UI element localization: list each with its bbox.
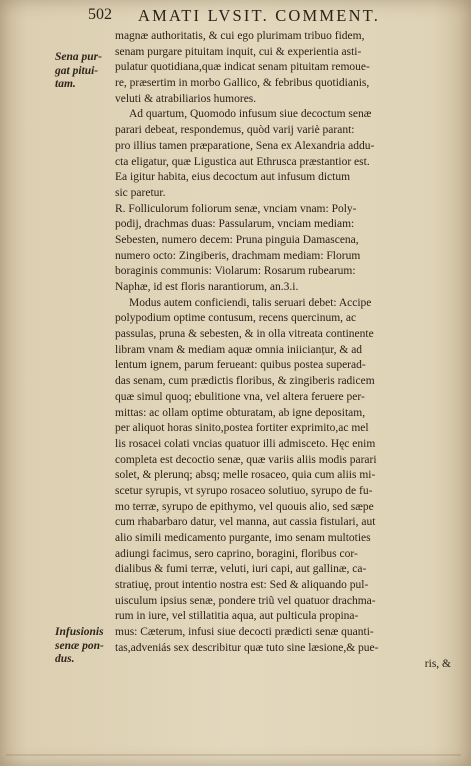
text-line: cta eligatur, quæ Ligustica aut Ethrusca præstantior est.	[115, 155, 370, 168]
margin-note-line: gat pitui-	[55, 64, 99, 77]
text-line: mus: Cæterum, infusi siue decocti prædicti senæ quanti-	[115, 626, 374, 639]
text-line: mittas: ac ollam optime obturatam, ab igne depositam,	[115, 406, 366, 419]
text-line: lentum ignem, parum ferueant: quibus postea superad-	[115, 359, 366, 372]
margin-note-line: tam.	[55, 78, 76, 90]
margin-note-line: Sena pur-	[55, 51, 102, 63]
text-line: quæ simul quoq; ebulitione vna, vel altera feruere per-	[115, 390, 365, 403]
text-line: solet, & plerunq; absq; melle rosaceo, quia cum aliis mi-	[115, 469, 376, 482]
margin-note-line: Infusionis	[55, 626, 104, 638]
text-line: tas,adveniás sex describitur quæ tuto sine læsione,& pue-	[115, 641, 379, 654]
text-line: das senam, cum prædictis floribus, & zingiberis radicem	[115, 375, 375, 388]
text-line: pulatur quotidiana,quæ indicat senam pituitam remoue-	[115, 61, 370, 74]
text-line: adiungi facimus, sero caprino, boragini, floribus cor-	[115, 547, 358, 560]
text-line: boraginis communis: Violarum: Rosarum rubearum:	[115, 265, 356, 278]
text-line: ris, &	[424, 657, 451, 670]
text-line: rum in iure, vel stillatitia aqua, aut pulticula propina-	[115, 610, 359, 623]
text-line: Naphæ, id est floris narantiorum, an.3.i.	[115, 281, 299, 293]
text-line: alio simili medicamento purgante, imo senam multoties	[115, 532, 371, 544]
text-line: Modus autem conficiendi, talis seruari debet: Accipe	[129, 296, 372, 309]
text-line: completa est decoctio senæ, quæ variis aliis modis parari	[115, 453, 377, 466]
text-line: Ea igitur habita, eius decoctum aut infusum dictum	[115, 171, 351, 184]
running-head: AMATI LVSIT. COMMENT.	[138, 6, 381, 25]
text-line: senam purgare pituitam inquit, cui & experientia asti-	[115, 45, 362, 58]
body-text	[115, 29, 451, 672]
text-line: Ad quartum, Quomodo infusum siue decoctum senæ	[129, 108, 372, 121]
margin-note-line: senæ pon-	[55, 639, 104, 652]
page-number: 502	[88, 6, 112, 23]
text-line: scetur syrupis, vt syrupo rosaceo solutiuo, syrupo de fu-	[115, 484, 373, 497]
text-line: lis rosacei colati vncias quatuor illi admisceto. Hęc enim	[115, 437, 376, 450]
text-line: Sebesten, numero decem: Pruna pinguia Damascena,	[115, 233, 359, 246]
margin-note-infusionis	[55, 626, 113, 667]
text-line: magnæ authoritatis, & cui ego plurimam tribuo fidem,	[115, 30, 365, 42]
text-line: polypodium optime contusum, recens quercinum, ac	[115, 312, 357, 325]
margin-note-sena-purgat	[55, 51, 113, 92]
margin-note-line: dus.	[55, 653, 75, 665]
text-line: re, præsertim in morbo Gallico, & febribus quotidianis,	[115, 77, 370, 90]
text-line: per aliquot horas sinito,postea fortiter exprimito,ac mel	[115, 422, 369, 435]
text-line: uisculum ipsius senæ, pondere triũ vel quatuor drachma-	[115, 594, 376, 607]
text-line: numero octo: Zingiberis, drachmam mediam: Florum	[115, 249, 361, 262]
text-line: passulas, pruna & sebesten, & in olla vitreata continente	[115, 328, 374, 341]
text-line: mo terræ, syrupo de epithymo, vel quouis alio, sed sæpe	[115, 500, 374, 513]
text-line: veluti & atrabiliarios humores.	[115, 92, 257, 105]
text-line: pro illius tamen præparatione, Sena ex Alexandria addu-	[115, 139, 375, 152]
text-line: dialibus & fumi terræ, veluti, iuri capi, aut gallinæ, ca-	[115, 563, 367, 576]
text-line: cum rhabarbaro datur, vel manna, aut cassia fistulari, aut	[115, 516, 376, 529]
text-line: sic paretur.	[115, 186, 166, 199]
page-bottom-edge	[6, 754, 461, 756]
text-line: podij, drachmas duas: Passularum, vnciam mediam:	[115, 218, 355, 231]
text-line: parari debeat, respondemus, quòd varij variè parant:	[115, 124, 355, 137]
page-header	[88, 6, 441, 26]
text-line: R. Folliculorum foliorum senæ, vnciam vnam: Poly-	[115, 202, 357, 215]
text-line: stratiuę, prout intentio nostra est: Sed & aliquando pul-	[115, 579, 369, 592]
text-line: libram vnam & mediam aquæ omnia iniicianțur, & ad	[115, 343, 363, 356]
